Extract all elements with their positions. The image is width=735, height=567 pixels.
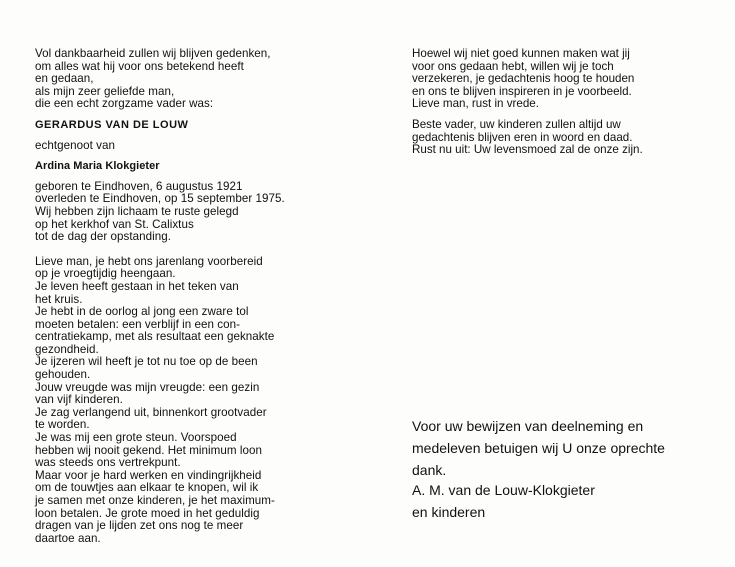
intro-text — [35, 48, 365, 111]
thanks-text — [412, 415, 732, 481]
farewell-line: Lieve man, rust in vrede. — [412, 97, 539, 111]
thanks-line: dank. — [412, 462, 447, 478]
farewell-line: en ons te blijven inspireren in je voorbeeld. — [412, 84, 632, 98]
dates-line: geboren te Eindhoven, 6 augustus 1921 — [35, 179, 243, 193]
tribute-line: daartoe aan. — [35, 531, 101, 545]
children-line: Beste vader, uw kinderen zullen altijd uw — [412, 117, 621, 131]
tribute-line: Jouw vreugde was mijn vreugde: een gezin — [35, 380, 260, 394]
tribute-line: Je zag verlangend uit, binnenkort grootvader — [35, 405, 267, 419]
dates-text — [35, 181, 365, 244]
tribute-line: het kruis. — [35, 292, 83, 306]
tribute-line: van vijf kinderen. — [35, 393, 123, 407]
tribute-line: Je ijzeren wil heeft je tot nu toe op de been — [35, 355, 258, 369]
farewell-paragraph — [412, 48, 732, 111]
intro-line: die een echt zorgzame vader was: — [35, 97, 214, 111]
tribute-line: Je was mij een grote steun. Voorspoed — [35, 431, 237, 445]
tribute-line: om de touwtjes aan elkaar te knopen, wil ik — [35, 481, 259, 495]
intro-line: Vol dankbaarheid zullen wij blijven gedenken, — [35, 47, 271, 60]
tribute-line: gehouden. — [35, 368, 91, 382]
signature-line: A. M. van de Louw-Klokgieter — [412, 482, 595, 498]
tribute-line: gezondheid. — [35, 342, 99, 356]
tribute-line: dragen van je lijden zet ons nog te meer — [35, 519, 244, 533]
children-line: Rust nu uit: Uw levensmoed zal de onze zijn. — [412, 143, 643, 157]
deceased-name: GERARDUS VAN DE LOUW — [35, 118, 189, 131]
dates-line: tot de dag der opstanding. — [35, 230, 172, 244]
thanks-line: medeleven betuigen wij U onze oprechte — [412, 440, 665, 456]
intro-line: en gedaan, — [35, 72, 94, 86]
tribute-line: Je leven heeft gestaan in het teken van — [35, 279, 239, 293]
farewell-line: verzekeren, je gedachtenis hoog te houden — [412, 72, 635, 86]
tribute-line: Maar voor je hard werken en vindingrijkheid — [35, 468, 262, 482]
farewell-line: voor ons gedaan hebt, willen wij je toch — [412, 59, 614, 73]
spouse-name: Ardina Maria Klokgieter — [35, 160, 160, 173]
signature-block — [412, 479, 732, 523]
tribute-line: te worden. — [35, 418, 90, 432]
tribute-line: loon betalen. Je grote moed in het geduldig — [35, 506, 260, 520]
signature-line: en kinderen — [412, 504, 486, 520]
left-column — [35, 48, 365, 545]
tribute-line: je samen met onze kinderen, je het maximum- — [35, 494, 275, 507]
dates-line: Wij hebben zijn lichaam te ruste gelegd — [35, 204, 239, 218]
farewell-line: Hoewel wij niet goed kunnen maken wat jij — [412, 47, 630, 60]
dates-line: overleden te Eindhoven, op 15 september 1975. — [35, 192, 285, 206]
tribute-line: was steeds ons vertrekpunt. — [35, 456, 181, 470]
tribute-text — [35, 256, 365, 546]
tribute-line: hebben wij nooit gekend. Het minimum loon — [35, 443, 262, 457]
right-column — [412, 48, 732, 157]
tribute-line: moeten betalen: een verblijf in een con- — [35, 317, 241, 331]
children-paragraph — [412, 119, 732, 157]
spouse-label: echtgenoot van — [35, 138, 115, 152]
tribute-line: Je hebt in de oorlog al jong een zware tol — [35, 305, 249, 319]
intro-line: om alles wat hij voor ons betekend heeft — [35, 59, 244, 73]
tribute-line: op je vroegtijdig heengaan. — [35, 267, 176, 281]
dates-line: op het kerkhof van St. Calixtus — [35, 217, 194, 231]
children-line: gedachtenis blijven eren in woord en daad. — [412, 130, 633, 144]
thanks-line: Voor uw bewijzen van deelneming en — [412, 418, 644, 434]
tribute-line: Lieve man, je hebt ons jarenlang voorbereid — [35, 254, 263, 268]
tribute-line: centratiekamp, met als resultaat een geknakte — [35, 330, 275, 344]
intro-line: als mijn zeer geliefde man, — [35, 84, 175, 98]
